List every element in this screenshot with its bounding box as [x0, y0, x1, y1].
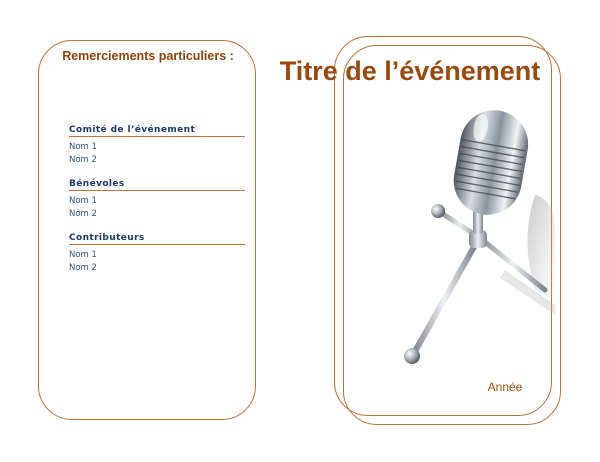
section-heading: Comité de l’événement: [69, 125, 245, 137]
list-item: Nom 2: [69, 155, 97, 165]
thanks-title: Remerciements particuliers :: [62, 49, 234, 63]
event-year: Année: [487, 380, 523, 394]
section-committee: [69, 125, 245, 167]
section-contributors: [69, 233, 245, 275]
left-panel: [38, 40, 256, 420]
event-title: Titre de l’événement: [279, 56, 541, 86]
list-item: Nom 2: [69, 209, 97, 219]
list-item: Nom 2: [69, 263, 97, 273]
section-volunteers: [69, 179, 245, 221]
section-heading: Bénévoles: [69, 179, 245, 191]
list-item: Nom 1: [69, 196, 97, 206]
list-item: Nom 1: [69, 250, 97, 260]
cover-frame-front: [343, 45, 561, 425]
list-item: Nom 1: [69, 142, 97, 152]
section-heading: Contributeurs: [69, 233, 245, 245]
